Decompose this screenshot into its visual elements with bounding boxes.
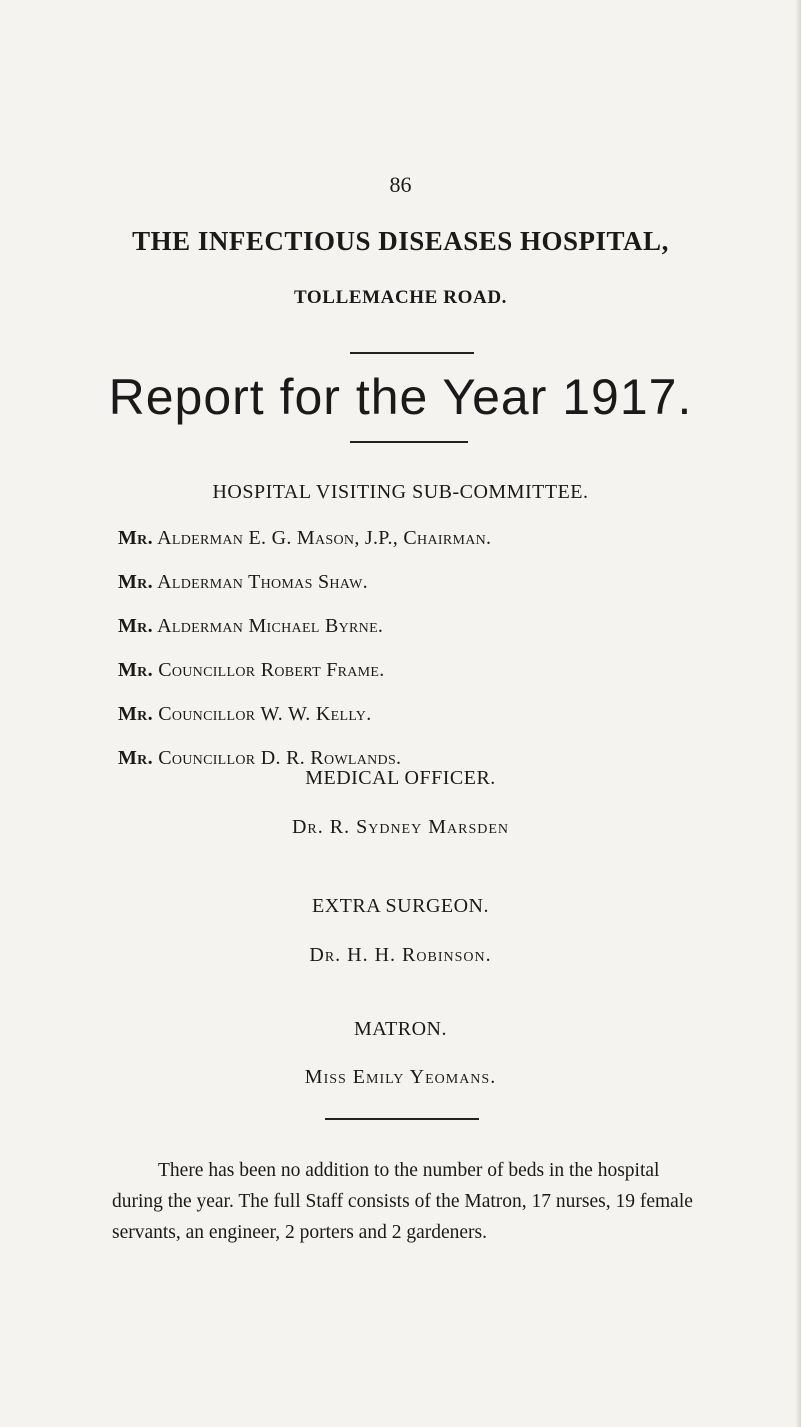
medical-officer-heading: MEDICAL OFFICER. <box>305 767 496 789</box>
member-title: Mr. <box>118 527 153 549</box>
page-number: 86 <box>389 172 412 197</box>
matron-name: Miss Emily Yeomans. <box>304 1066 497 1088</box>
member-name: Councillor W. W. Kelly. <box>158 703 372 725</box>
member-title: Mr. <box>118 659 153 681</box>
staff-paragraph: There has been no addition to the number of beds in the hospital during the year. The full Staff consists of the Matron, 17 nurses, 19 female servants, an engineer, 2 porters and 2 gardeners. <box>112 1160 693 1243</box>
member-name: Councillor D. R. Rowlands. <box>158 747 402 769</box>
road-subheading: TOLLEMACHE ROAD. <box>294 287 507 308</box>
divider-rule <box>350 441 468 443</box>
committee-heading: HOSPITAL VISITING SUB-COMMITTEE. <box>212 481 589 503</box>
extra-surgeon-heading: EXTRA SURGEON. <box>311 895 489 917</box>
divider-rule <box>350 352 474 354</box>
divider-rule <box>325 1118 479 1120</box>
member-name: Alderman E. G. Mason, J.P., Chairman. <box>157 527 492 549</box>
member-name: Councillor Robert Frame. <box>158 659 385 681</box>
committee-member <box>118 615 491 659</box>
medical-officer-name: Dr. R. Sydney Marsden <box>291 816 510 838</box>
hospital-name-heading: THE INFECTIOUS DISEASES HOSPITAL, <box>132 226 669 256</box>
member-name: Alderman Thomas Shaw. <box>157 571 368 593</box>
matron-heading: MATRON. <box>354 1018 447 1040</box>
member-title: Mr. <box>118 703 153 725</box>
committee-member <box>118 659 491 703</box>
committee-member-list <box>118 527 491 791</box>
extra-surgeon-name: Dr. H. H. Robinson. <box>309 944 492 966</box>
member-name: Alderman Michael Byrne. <box>157 615 384 637</box>
member-title: Mr. <box>118 747 153 769</box>
member-title: Mr. <box>118 571 153 593</box>
committee-member <box>118 703 491 747</box>
committee-member <box>118 527 491 571</box>
committee-member <box>118 571 491 615</box>
page-edge-shadow <box>795 0 801 1427</box>
report-title: Report for the Year 1917. <box>108 369 693 425</box>
member-title: Mr. <box>118 615 153 637</box>
